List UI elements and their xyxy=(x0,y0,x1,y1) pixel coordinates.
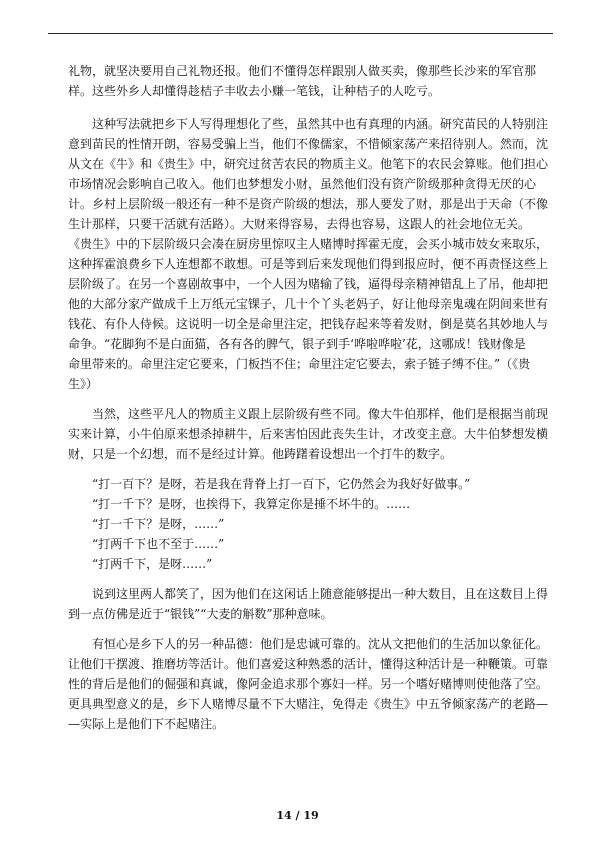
text-line: 当然，这些平凡人的物质主义跟上层阶级有些不同。像大牛伯那样，他们是根据当前现 xyxy=(68,407,549,421)
text-line: 钱花、有仆人侍候。这说明一切全是命里注定，把钱存起来等着发财，倒是莫名其妙地人与 xyxy=(68,317,549,331)
text-line: 这种挥霍浪费乡下人连想都不敢想。可是等到后来发现他们得到报应时，便不再责怪这些上 xyxy=(68,257,549,271)
text-line: 从文在《牛》和《贵生》中，研究过贫苦农民的物质主义。他笔下的农民会算账。他们担心 xyxy=(68,157,549,171)
text-line: 《贵生》中的下层阶级只会凑在厨房里惊叹主人赌博时挥霍无度，会买小城市妓女来取乐， xyxy=(68,237,549,251)
text-line: 到一点仿佛是近于“银钱”“大麦的斛数”那种意味。 xyxy=(68,607,333,621)
text-line: 礼物，就坚决要用自己礼物还报。他们不懂得怎样跟别人做买卖，像那些长沙来的军官那 xyxy=(68,64,537,78)
text-line: 实来计算，小牛伯原来想杀掉耕牛，后来害怕因此丧失生计，才改变主意。大牛伯梦想发横 xyxy=(68,427,549,441)
text-line: 说到这里两人都笑了，因为他们在这闲话上随意能够提出一种大数目，且在这数目上得 xyxy=(68,587,549,601)
text-line: 有恒心是乡下人的另一种品德：他们是忠诚可靠的。沈从文把他们的生活加以象征化。 xyxy=(68,637,549,651)
text-line: 命里带来的。命里注定它要来，门板挡不住；命里注定它要去，索子链子缚不住。”（《贵 xyxy=(68,357,531,371)
text-line: 这种写法就把乡下人写得理想化了些，虽然其中也有真理的内涵。研究苗民的人特别注 xyxy=(68,117,549,131)
text-line: “打一千下？是呀，也挨得下，我算定你是捶不坏牛的。…… xyxy=(68,497,411,511)
text-line: 计。乡村上层阶级一般还有一种不是资产阶级的想法，那人要发了财，那是出于天命（不像 xyxy=(68,197,549,211)
text-line: “打两千下也不至于……” xyxy=(68,537,225,551)
text-line: 生》） xyxy=(68,377,99,391)
text-line: “打一百下？是呀，若是我在背脊上打一百下，它仍然会为我好好做事。” xyxy=(68,477,471,491)
text-line: 更具典型意义的是，乡下人赌博尽量不下大赌注，免得走《贵生》中五爷倾家荡产的老路— xyxy=(68,697,549,711)
text-line: 让他们干摆渡、推磨坊等活计。他们喜爱这种熟悉的活计，懂得这种活计是一种鞭策。可靠 xyxy=(68,657,549,671)
text-line: 财，只是一个幻想，而不是经过计算。他踌躇着设想出一个打牛的数字。 xyxy=(68,447,453,461)
text-line: —实际上是他们下不起赌注。 xyxy=(68,717,225,731)
text-line: 生计那样，只要干活就有活路）。大财来得容易，去得也容易，这跟人的社会地位无关。 xyxy=(68,217,531,231)
text-line: 样。这些外乡人却懂得趁桔子丰收去小赚一笔钱，让种桔子的人吃亏。 xyxy=(68,84,441,98)
text-line: “打一千下？是呀，……” xyxy=(68,517,225,531)
page-number: 14 / 19 xyxy=(276,809,319,822)
text-line: 他的大部分家产做成千上万纸元宝锞子，几十个丫头老妈子，好让他母亲鬼魂在阴间来世有 xyxy=(68,297,549,311)
text-line: 意到苗民的性情开朗，容易受骗上当，他们不像儒家，不惜倾家荡产来招待别人。然而，沈 xyxy=(68,137,549,151)
text-line: 性的背后是他们的倔强和真诚，像阿金追求那个寡妇一样。另一个嗜好赌博则使他落了空。 xyxy=(68,677,549,691)
text-line: “打两千下，是呀……” xyxy=(68,557,213,571)
text-line: 市场情况会影响自己收入。他们也梦想发小财，虽然他们没有资产阶级那种贪得无厌的心 xyxy=(68,177,537,191)
text-line: 层阶级了。在另一个喜剧故事中，一个人因为赌输了钱，逼得母亲精神错乱上了吊，他却把 xyxy=(68,277,549,291)
text-line: 命争。“花脚狗不是白面猫，各有各的脾气，银子到手‘哗啦哗啦’花，这哪成！钱财像是 xyxy=(68,337,526,351)
header-rule xyxy=(48,33,553,34)
